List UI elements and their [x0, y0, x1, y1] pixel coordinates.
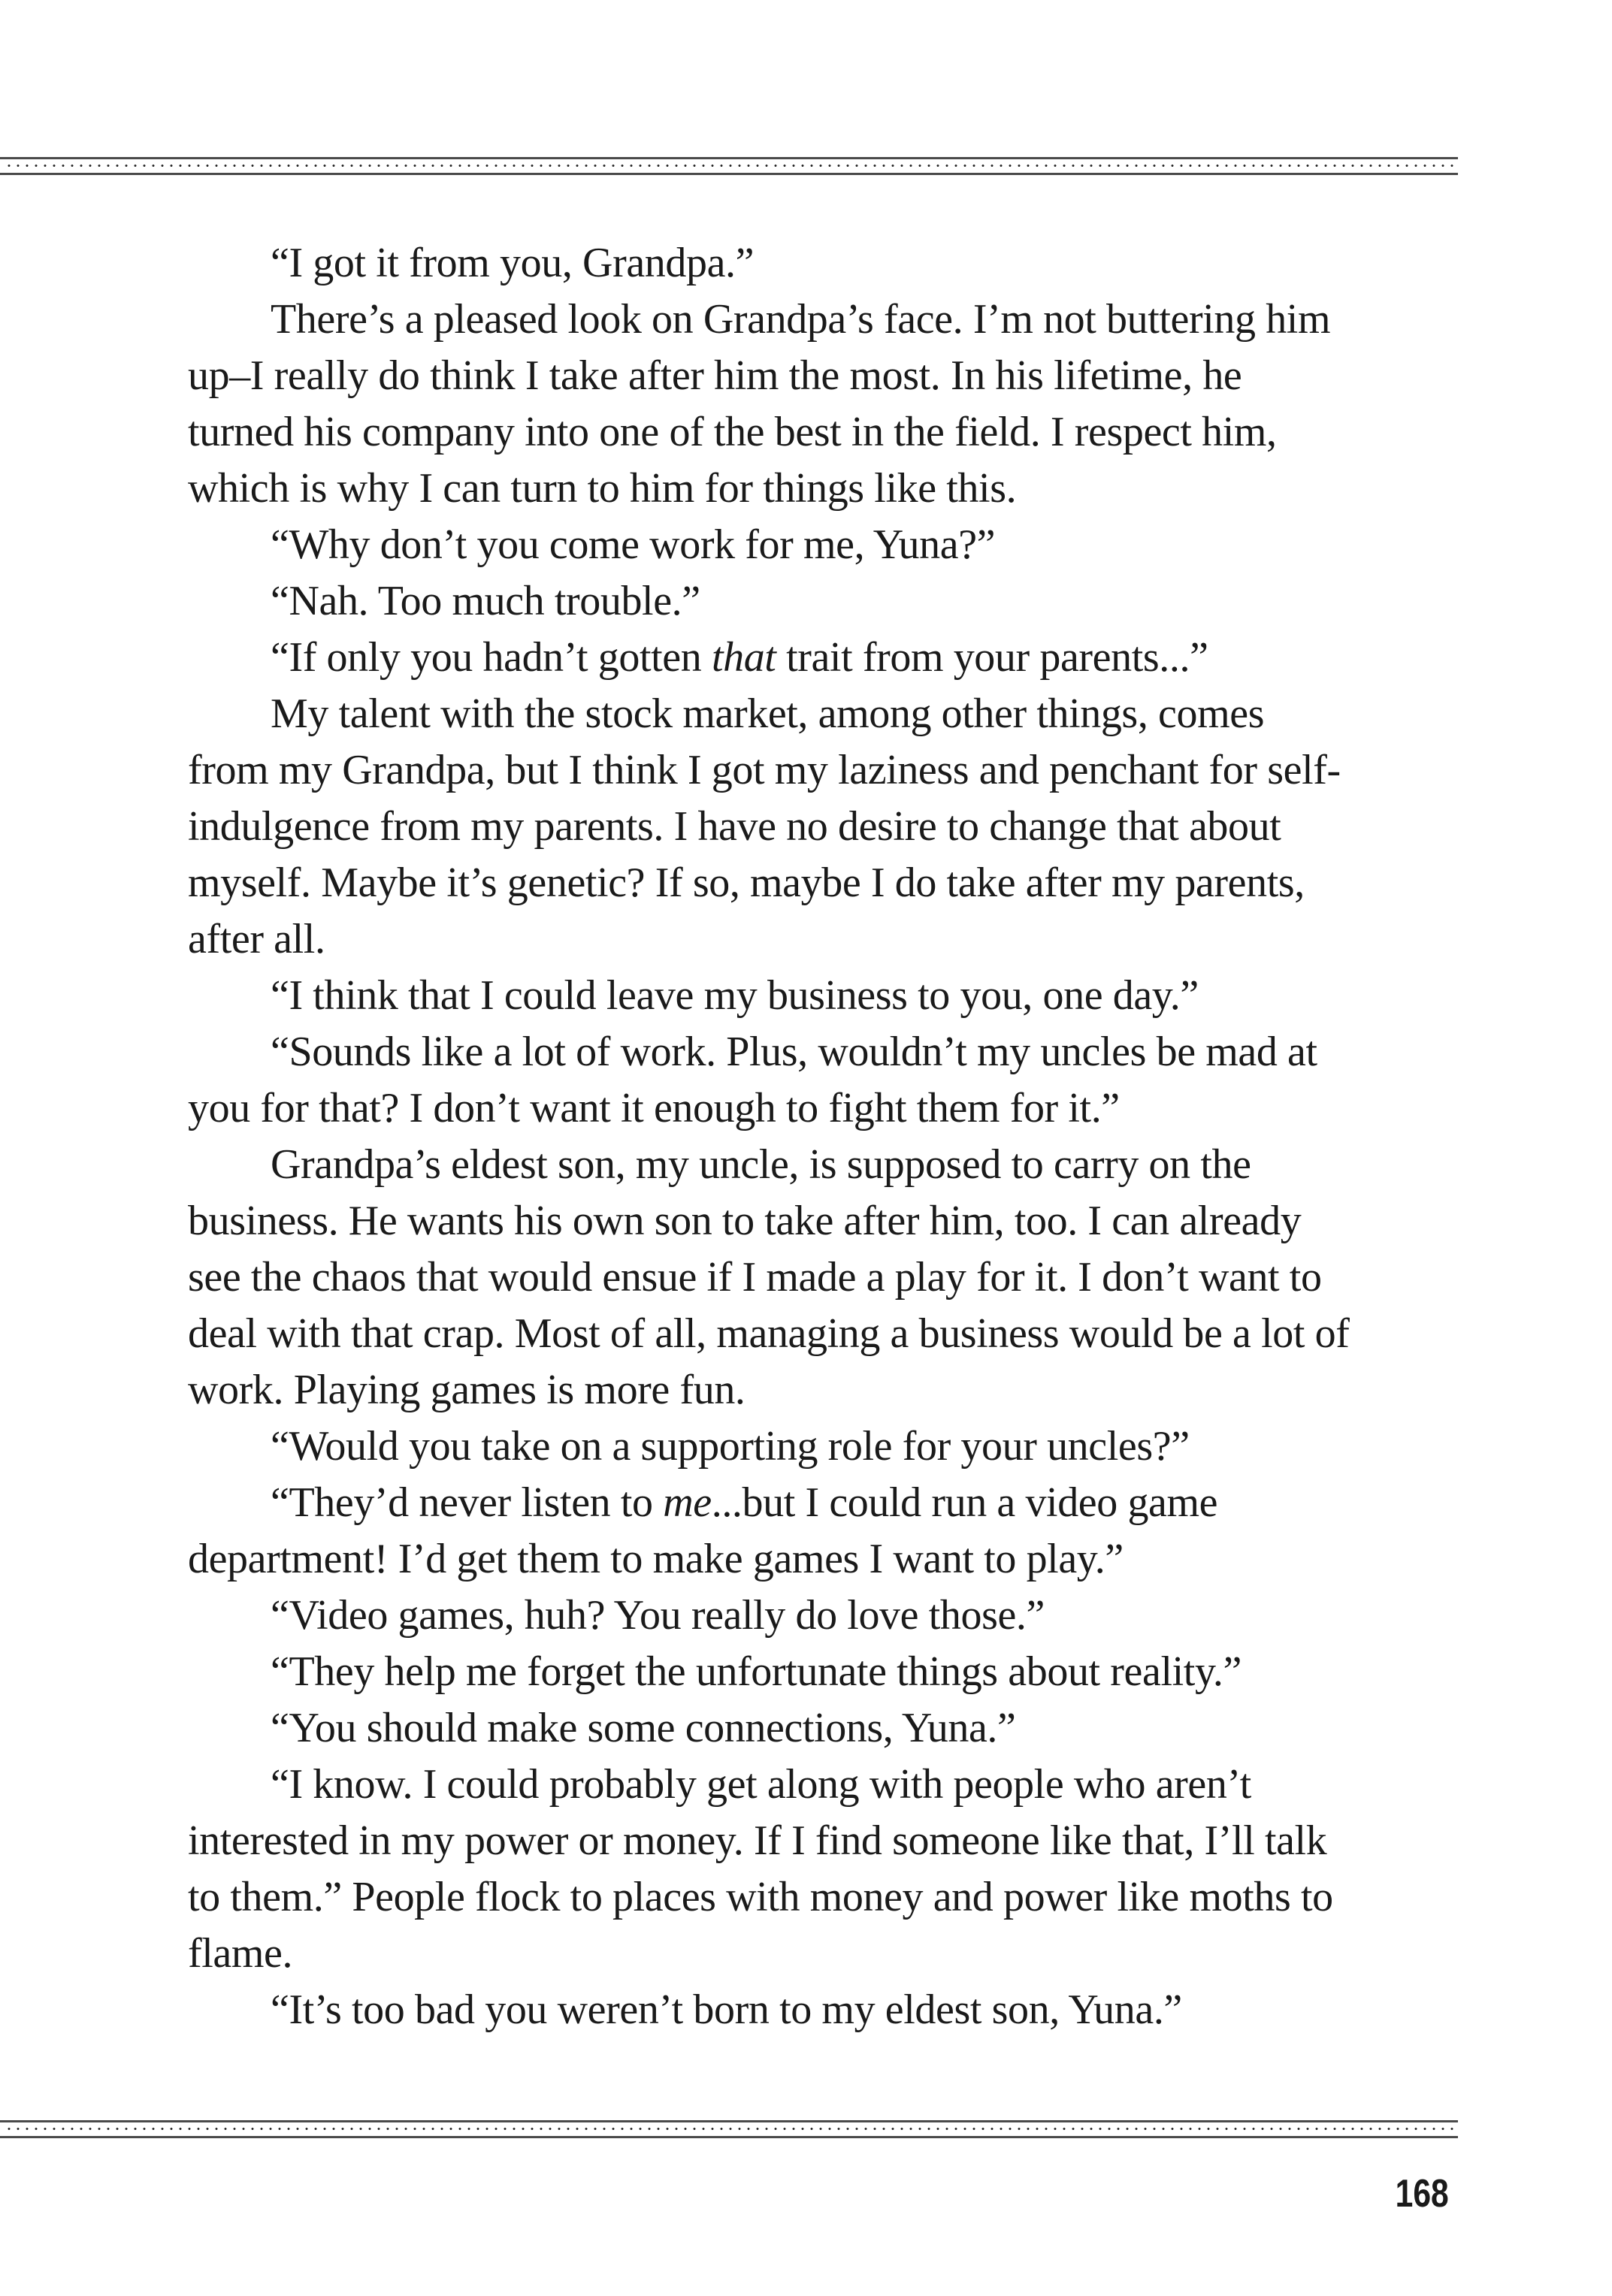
text-line — [188, 1306, 1450, 1362]
text-run: “I think that I could leave my business to you, one day.” — [271, 972, 1199, 1019]
text-run: which is why I can turn to him for things like this. — [188, 465, 1017, 512]
text-run: “Video games, huh? You really do love those.” — [271, 1592, 1045, 1639]
text-run: “Nah. Too much trouble.” — [271, 578, 700, 624]
page-number: 168 — [1395, 2172, 1449, 2216]
text-line — [188, 1418, 1450, 1475]
rule-line — [0, 2120, 1458, 2122]
text-line — [188, 742, 1450, 799]
text-run: “I got it from you, Grandpa.” — [271, 240, 755, 286]
text-line — [188, 461, 1450, 517]
text-run: deal with that crap. Most of all, managing a business would be a lot of — [188, 1310, 1350, 1357]
text-run: “It’s too bad you weren’t born to my eldest son, Yuna.” — [271, 1986, 1182, 2033]
text-line — [188, 235, 1450, 292]
text-line — [188, 1982, 1450, 2038]
italic-text: me — [663, 1479, 712, 1526]
text-line — [188, 1644, 1450, 1700]
text-run: department! I’d get them to make games I want to play.” — [188, 1536, 1124, 1582]
text-line — [188, 1869, 1450, 1926]
text-line — [188, 1700, 1450, 1757]
text-run: Grandpa’s eldest son, my uncle, is supposed to carry on the — [271, 1141, 1251, 1188]
text-run: business. He wants his own son to take after him, too. I can already — [188, 1198, 1302, 1244]
text-line — [188, 1024, 1450, 1080]
text-line — [188, 1137, 1450, 1193]
text-line — [188, 292, 1450, 348]
text-line — [188, 1588, 1450, 1644]
text-line — [188, 404, 1450, 461]
text-run: turned his company into one of the best in the field. I respect him, — [188, 409, 1277, 455]
text-run: from my Grandpa, but I think I got my laziness and penchant for self- — [188, 747, 1341, 793]
text-run: trait from your parents...” — [776, 634, 1208, 681]
text-run: ...but I could run a video game — [711, 1479, 1218, 1526]
text-run: “Would you take on a supporting role for your uncles?” — [271, 1423, 1190, 1470]
text-line — [188, 1193, 1450, 1249]
rule-line — [0, 2136, 1458, 2138]
footer-dotted-rule — [0, 2120, 1458, 2138]
text-run: flame. — [188, 1930, 293, 1977]
text-line — [188, 1926, 1450, 1982]
body-text — [188, 235, 1450, 2038]
text-run: “Why don’t you come work for me, Yuna?” — [271, 521, 996, 568]
text-line — [188, 855, 1450, 911]
text-run: to them.” People flock to places with money and power like moths to — [188, 1874, 1333, 1920]
text-run: “They’d never listen to — [271, 1479, 664, 1526]
text-run: up–I really do think I take after him the most. In his lifetime, he — [188, 352, 1242, 399]
text-line — [188, 1813, 1450, 1869]
text-run: “They help me forget the unfortunate things about reality.” — [271, 1648, 1242, 1695]
text-line — [188, 911, 1450, 968]
text-run: indulgence from my parents. I have no desire to change that about — [188, 803, 1281, 850]
rule-line — [0, 157, 1458, 159]
rule-dots — [5, 2128, 1458, 2130]
text-run: you for that? I don’t want it enough to fight them for it.” — [188, 1085, 1120, 1131]
text-run: see the chaos that would ensue if I made a play for it. I don’t want to — [188, 1254, 1322, 1301]
text-run: after all. — [188, 916, 325, 962]
text-run: There’s a pleased look on Grandpa’s face. I’m not buttering him — [271, 296, 1331, 343]
header-dotted-rule — [0, 157, 1458, 175]
italic-text: that — [711, 634, 776, 681]
text-line — [188, 1531, 1450, 1588]
text-run: “If only you hadn’t gotten — [271, 634, 712, 681]
text-line — [188, 1080, 1450, 1137]
text-run: “Sounds like a lot of work. Plus, wouldn’t my uncles be mad at — [271, 1029, 1317, 1075]
text-line — [188, 1249, 1450, 1306]
text-line — [188, 348, 1450, 404]
rule-dots — [5, 165, 1458, 167]
text-line — [188, 799, 1450, 855]
text-line — [188, 968, 1450, 1024]
rule-line — [0, 173, 1458, 175]
text-run: “I know. I could probably get along with people who aren’t — [271, 1761, 1251, 1808]
text-run: myself. Maybe it’s genetic? If so, maybe I do take after my parents, — [188, 859, 1305, 906]
text-line — [188, 630, 1450, 686]
text-run: work. Playing games is more fun. — [188, 1367, 746, 1413]
text-line — [188, 1757, 1450, 1813]
text-line — [188, 686, 1450, 742]
text-line — [188, 517, 1450, 573]
text-line — [188, 573, 1450, 630]
text-run: My talent with the stock market, among other things, comes — [271, 690, 1265, 737]
text-line — [188, 1362, 1450, 1418]
text-line — [188, 1475, 1450, 1531]
text-run: interested in my power or money. If I find someone like that, I’ll talk — [188, 1817, 1327, 1864]
text-run: “You should make some connections, Yuna.” — [271, 1705, 1016, 1751]
